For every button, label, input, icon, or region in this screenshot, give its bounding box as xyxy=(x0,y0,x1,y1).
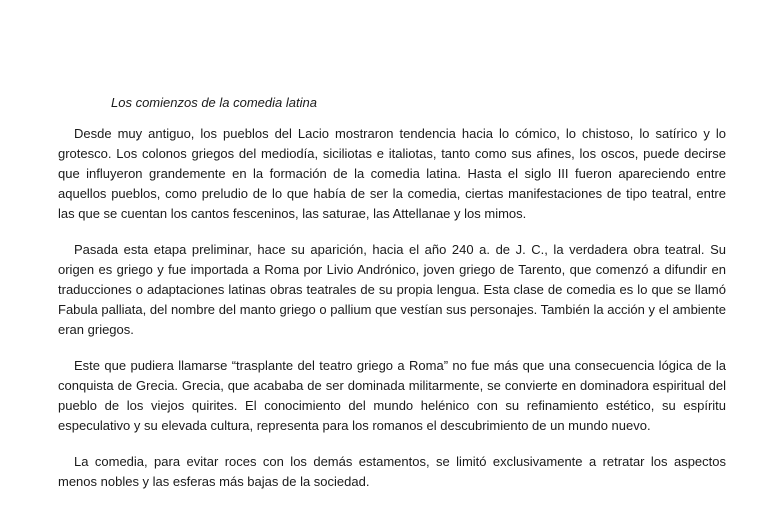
paragraph-comedy-scope: La comedia, para evitar roces con los demás estamentos, se limitó exclusivamente a retratar los aspectos menos nobles y las esferas más bajas de la sociedad. xyxy=(58,454,726,489)
paragraph-greek-transplant: Este que pudiera llamarse “trasplante del teatro griego a Roma” no fue más que una consecuencia lógica de la conquista de Grecia. Grecia, que acababa de ser dominada militarmente, se convierte en dominadora espiritual del pueblo de los viejos quirites. El conocimiento del mundo helénico con su refinamiento estético, su espíritu especulativo y su elevada cultura, representa para los romanos el descubrimiento de un mundo nuevo. xyxy=(58,358,726,433)
document-title: Los comienzos de la comedia latina xyxy=(111,95,317,110)
paragraph-livius-andronicus: Pasada esta etapa preliminar, hace su aparición, hacia el año 240 a. de J. C., la verdadera obra teatral. Su origen es griego y fue importada a Roma por Livio Andrónico, joven griego de Tarento, que comenzó a difundir en traducciones o adaptaciones latinas obras teatrales de su propia lengua. Esta clase de comedia es lo que se llamó Fabula palliata, del nombre del manto griego o pallium que vestían sus personajes. También la acción y el ambiente eran griegos. xyxy=(58,242,726,337)
paragraph-origins: Desde muy antiguo, los pueblos del Lacio mostraron tendencia hacia lo cómico, lo chistoso, lo satírico y lo grotesco. Los colonos griegos del mediodía, siciliotas e italiotas, tanto como sus afines, los oscos, puede decirse que influyeron grandemente en la formación de la comedia latina. Hasta el siglo III fueron apareciendo entre aquellos pueblos, como preludio de lo que había de ser la comedia, ciertas manifestaciones de tipo teatral, entre las que se cuentan los cantos fesceninos, las saturae, las Attellanae y los mimos. xyxy=(58,126,726,221)
document-body xyxy=(58,124,726,492)
document-page xyxy=(58,94,726,508)
